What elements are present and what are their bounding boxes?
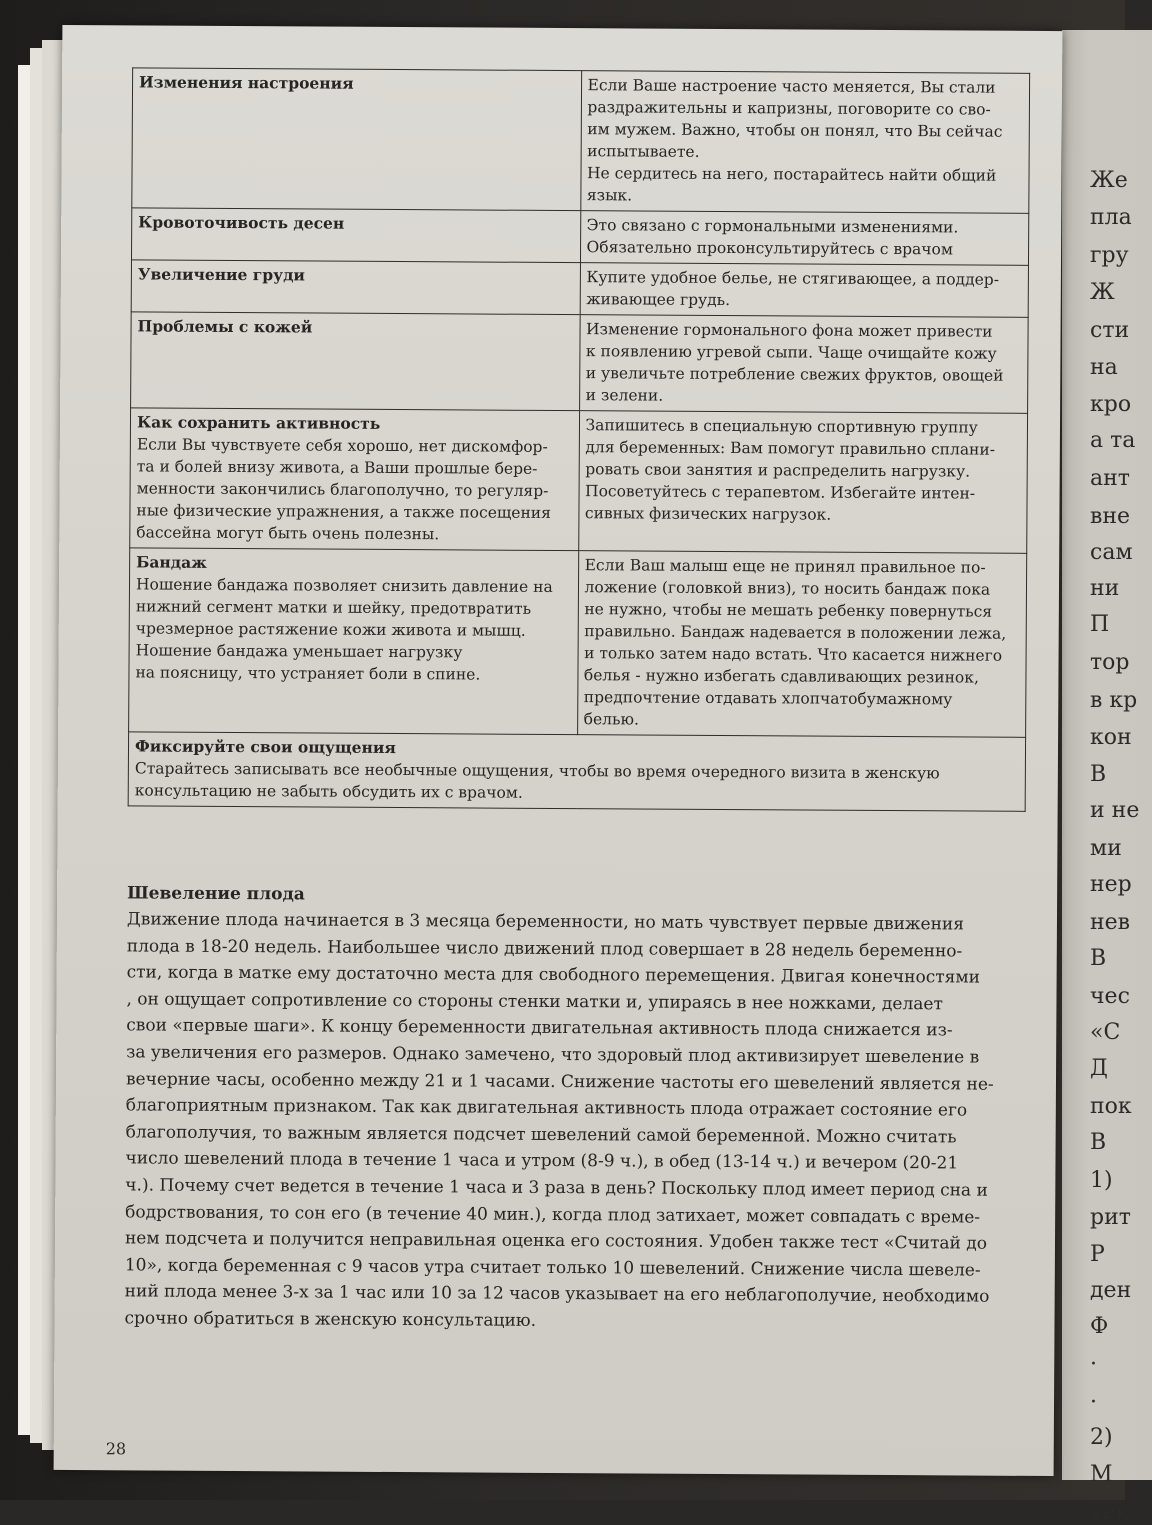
paragraph-line: 10», когда беременная с 9 часов утра считает только 10 шевелений. Снижение числа шевеле- (124, 1255, 981, 1281)
next-page (1062, 30, 1152, 1525)
advice-cell (577, 551, 1027, 738)
full-width-cell (128, 732, 1025, 811)
cell-text-line: им мужем. Важно, чтобы он понял, что Вы сейчас (587, 120, 1003, 141)
paragraph-line: за увеличения его размеров. Однако замечено, что здоровый плод активизирует шевеление в (126, 1042, 980, 1068)
cell-text-line: Посоветуйтесь с терапевтом. Избегайте интен- (585, 482, 976, 503)
cell-text-line: белью. (583, 710, 639, 729)
next-page-fragment: а та (1090, 428, 1136, 453)
next-page-fragment: в кр (1090, 688, 1138, 713)
fetal-movement-section (124, 880, 1027, 1337)
topic-cell (131, 312, 580, 411)
next-page-fragment: и не (1090, 798, 1140, 823)
cell-title: Как сохранить активность (136, 412, 381, 433)
paragraph-line: благополучия, то важным является подсчет шевелений самой беременной. Можно считать (125, 1122, 957, 1148)
table-row-full (128, 732, 1025, 811)
paragraph-line: Движение плода начинается в 3 месяца беременности, но мать чувствует первые движения (126, 909, 965, 935)
paragraph-line: вечерние часы, особенно между 21 и 1 часами. Снижение частоты его шевелений является не- (125, 1068, 994, 1095)
topic-cell (129, 548, 579, 735)
cell-text-line: для беременных: Вам помогут правильно сплани- (585, 438, 996, 459)
next-page-fragment: В (1090, 762, 1107, 787)
cell-text-line: консультацию не забыть обсудить их с врачом. (134, 781, 523, 802)
topic-cell (131, 208, 580, 263)
next-page-fragment: чес (1090, 984, 1130, 1009)
next-page-fragment: нер (1090, 872, 1132, 897)
cell-text-line: и зелени. (585, 386, 664, 405)
cell-text-line: Запишитесь в специальную спортивную группу (585, 416, 978, 437)
cell-text-line: на поясницу, что устраняет боли в спине. (135, 663, 481, 684)
table-row (130, 408, 1028, 553)
next-page-fragment: тор (1090, 650, 1130, 675)
advice-cell (580, 71, 1029, 214)
cell-text-line: чрезмерное растяжение кожи живота и мышц. (135, 619, 526, 640)
next-page-fragment: Же (1090, 168, 1128, 193)
section-heading: Шевеление плода (127, 883, 305, 905)
paragraph-line: срочно обратиться в женскую консультацию. (124, 1308, 537, 1331)
cell-text-line: менности закончились благополучно, то регуляр- (136, 479, 549, 500)
cell-text-line: Обязательно проконсультируйтесь с врачом (586, 238, 953, 259)
paragraph-line: свои «первые шаги». К концу беременности двигательная активность плода снижается из- (126, 1015, 953, 1041)
cell-text-line: и только затем надо встать. Что касается нижнего (584, 644, 1003, 665)
cell-text-line: правильно. Бандаж надевается в положении лежа, (584, 622, 1007, 643)
advice-cell (578, 411, 1027, 554)
table-row (131, 312, 1029, 413)
next-page-fragment: на (1090, 355, 1118, 380)
next-page-fragment: Р (1090, 1242, 1105, 1267)
next-page-fragment: рит (1090, 1205, 1131, 1230)
next-page-fragment: · (1090, 1352, 1097, 1377)
next-page-fragment: кро (1090, 392, 1132, 417)
cell-text-line: сивных физических нагрузок. (584, 504, 832, 524)
next-page-fragment: век (1090, 1500, 1130, 1525)
cell-text-line: к появлению угревой сыпи. Чаще очищайте кожу (585, 342, 997, 363)
topic-cell (132, 68, 581, 211)
cell-text-line: нижний сегмент матки и шейку, предотвратить (135, 597, 532, 618)
next-page-fragment: сам (1090, 540, 1133, 565)
next-page-fragment: · (1090, 1390, 1097, 1415)
next-page-fragment: пок (1090, 1094, 1132, 1119)
next-page-fragment: кон (1090, 725, 1132, 750)
cell-text-line: Старайтесь записывать все необычные ощущения, чтобы во время очередного визита в женскую (134, 759, 940, 783)
next-page-fragment: В (1090, 1130, 1107, 1155)
next-page-fragment: ми (1090, 836, 1122, 861)
cell-text-line: ные физические упражнения, а также посещения (136, 501, 551, 522)
cell-text-line: Если Ваш малыш еще не принял правильное по- (584, 556, 986, 577)
cell-text-line: живающее грудь. (586, 290, 731, 310)
next-page-fragment: сти (1090, 318, 1130, 343)
cell-text-line: Если Ваше настроение часто меняется, Вы стали (587, 76, 996, 97)
cell-text-line: и увеличьте потребление свежих фруктов, овощей (585, 364, 1004, 385)
paragraph-line: ний плода менее 3-х за 1 час или 10 за 12 часов указывает на его неблагополучие, необходимо (124, 1281, 990, 1307)
cell-title: Фиксируйте свои ощущения (134, 736, 396, 758)
next-page-fragment: вне (1090, 504, 1131, 529)
paragraph-line: бодрствования, то сон его (в течение 40 мин.), когда плод затихает, может совпадать с време- (125, 1201, 981, 1228)
cell-text-line: не нужно, чтобы не мешать ребенку повернуться (584, 600, 993, 621)
cell-text-line: язык. (586, 186, 633, 205)
table-row (132, 68, 1030, 213)
cell-title: Проблемы с кожей (137, 316, 313, 337)
next-page-fragment: М (1090, 1462, 1113, 1487)
cell-text-line: раздражительны и капризны, поговорите со сво- (587, 98, 991, 119)
cell-title: Бандаж (136, 552, 207, 572)
paragraph-line: ч.). Почему счет ведется в течение 1 часа и 3 раза в день? Поскольку плод имеет период сна и (125, 1175, 988, 1201)
cell-text-line: предпочтение отдавать хлопчатобумажному (583, 688, 953, 709)
cell-text-line: та и болей внизу живота, а Ваши прошлые бере- (136, 457, 538, 478)
cell-text-line: Не сердитесь на него, постарайтесь найти общий (586, 164, 997, 185)
next-page-fragment: Ф (1090, 1314, 1109, 1339)
next-page-fragment: гру (1090, 243, 1129, 268)
next-page-fragment: Д (1090, 1056, 1108, 1081)
next-page-fragment: П (1090, 612, 1110, 637)
cell-text-line: белья - нужно избегать сдавливающих резинок, (583, 666, 979, 687)
table-row (131, 260, 1028, 317)
advice-cell (580, 211, 1029, 266)
cell-text-line: Это связано с гормональными изменениями. (586, 216, 959, 237)
cell-text-line: Ношение бандажа уменьшает нагрузку (135, 641, 463, 662)
paragraph-line: , он ощущает сопротивление со стороны стенки матки и, упираясь в нее ножками, делает (126, 989, 943, 1015)
next-page-fragment: пла (1090, 205, 1132, 230)
book-page (54, 25, 1063, 1476)
paragraph-line: благоприятным признаком. Так как двигательная активность плода отражает состояние его (125, 1095, 968, 1121)
page-number: 28 (105, 1439, 127, 1459)
next-page-fragment: «С (1090, 1020, 1121, 1045)
paragraph-line: плода в 18-20 недель. Наибольшее число движений плод совершает в 28 недель беременно- (126, 935, 963, 962)
next-page-fragment: Ж (1090, 280, 1115, 305)
next-page-fragment: ни (1090, 576, 1120, 601)
next-page-fragment: 1) (1090, 1168, 1113, 1193)
table-row (131, 208, 1028, 265)
cell-text-line: Ношение бандажа позволяет снизить давление на (135, 575, 553, 596)
cell-text-line: испытываете. (587, 142, 700, 161)
cell-text-line: Изменение гормонального фона может привести (586, 320, 993, 341)
topic-cell (130, 408, 579, 551)
tips-table (128, 67, 1030, 811)
paragraph-line: число шевелений плода в течение 1 часа и утром (8-9 ч.), в обед (13-14 ч.) и вечером (20-21 (125, 1148, 959, 1174)
cell-text-line: ровать свои занятия и распределить нагрузку. (585, 460, 971, 481)
topic-cell (131, 260, 580, 315)
next-page-fragment: ден (1090, 1278, 1132, 1303)
next-page-fragment: 2) (1090, 1425, 1113, 1450)
paragraph-line: нем подсчета и получится неправильная оценка его состояния. Удобен также тест «Считай до (124, 1228, 988, 1254)
next-page-fragment: В (1090, 946, 1107, 971)
cell-text-line: ложение (головкой вниз), то носить бандаж пока (584, 578, 991, 599)
cell-text-line: Купите удобное белье, не стягивающее, а поддер- (586, 268, 1000, 289)
advice-cell (579, 315, 1028, 414)
paragraph-line: сти, когда в матке ему достаточно места для свободного перемещения. Двигая конечностями (126, 962, 980, 988)
cell-text-line: бассейна могут быть очень полезны. (136, 523, 440, 544)
page-content (124, 67, 1032, 1337)
next-page-fragment: нев (1090, 910, 1131, 935)
advice-cell (580, 263, 1029, 318)
next-page-fragment: ант (1090, 466, 1130, 491)
cell-text-line: Если Вы чувствуете себя хорошо, нет дискомфор- (136, 435, 548, 456)
cell-title: Кровоточивость десен (138, 212, 345, 233)
cell-title: Изменения настроения (139, 72, 354, 93)
table-row (129, 548, 1027, 737)
cell-title: Увеличение груди (137, 264, 305, 285)
section-body (124, 906, 1027, 1337)
